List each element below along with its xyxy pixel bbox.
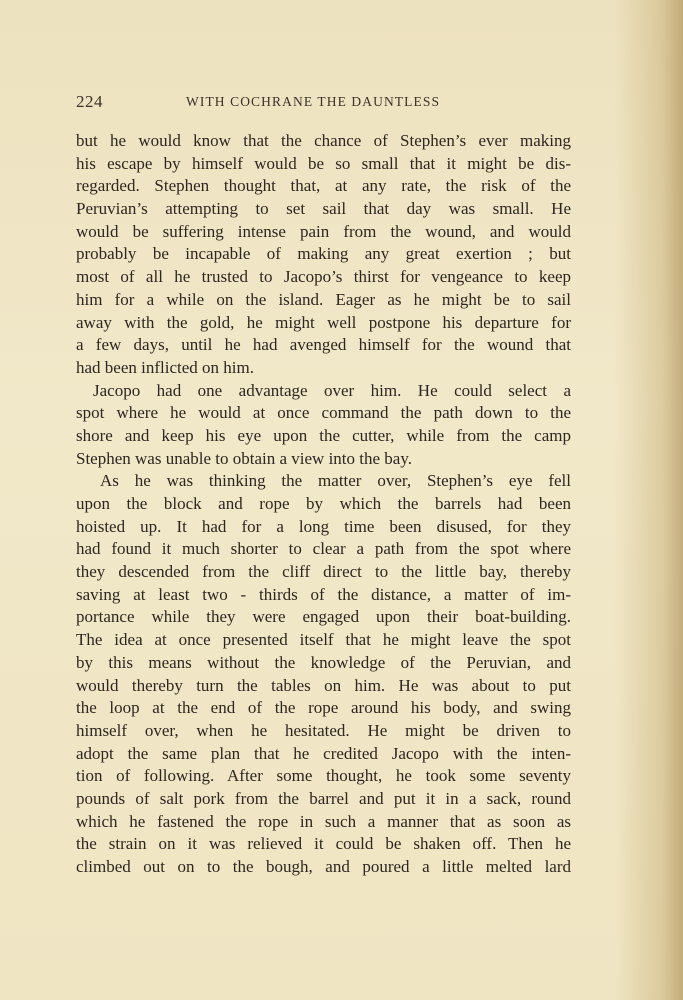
text-line: they descended from the cliff direct to the little bay, thereby: [76, 562, 571, 582]
running-head: WITH COCHRANE THE DAUNTLESS: [186, 94, 441, 109]
text-line: which he fastened the rope in such a manner that as soon as: [76, 811, 571, 831]
text-line: a few days, until he had avenged himself for the wound that: [76, 335, 571, 355]
text-line: would be suffering intense pain from the wound, and would: [76, 221, 571, 241]
text-line: tion of following. After some thought, he took some seventy: [76, 766, 571, 786]
paragraph-start-line: As he was thinking the matter over, Stephen’s eye fell: [100, 471, 571, 491]
paragraph-start-line: Jacopo had one advantage over him. He could select a: [93, 380, 571, 400]
text-line: adopt the same plan that he credited Jacopo with the inten-: [76, 743, 571, 763]
text-line: climbed out on to the bough, and poured a little melted lard: [76, 857, 571, 876]
page-header: [76, 92, 571, 116]
text-line: portance while they were engaged upon their boat-building.: [76, 607, 571, 627]
text-line: probably be incapable of making any great exertion ; but: [76, 244, 571, 264]
text-line: Stephen was unable to obtain a view into the bay.: [76, 448, 412, 468]
text-line: shore and keep his eye upon the cutter, while from the camp: [76, 425, 571, 445]
text-line: had found it much shorter to clear a path from the spot where: [76, 539, 571, 559]
text-line: The idea at once presented itself that he might leave the spot: [76, 630, 571, 650]
text-line: hoisted up. It had for a long time been disused, for they: [76, 516, 571, 536]
text-line: his escape by himself would be so small that it might be dis-: [76, 153, 571, 173]
text-line: spot where he would at once command the path down to the: [76, 403, 571, 423]
text-line: had been inflicted on him.: [76, 357, 254, 377]
text-line: saving at least two - thirds of the distance, a matter of im-: [76, 584, 571, 604]
text-line: by this means without the knowledge of the Peruvian, and: [76, 652, 571, 672]
text-line: himself over, when he hesitated. He might be driven to: [76, 720, 571, 740]
text-line: the loop at the end of the rope around his body, and swing: [76, 698, 571, 718]
page-number: 224: [76, 92, 103, 111]
text-line: him for a while on the island. Eager as he might be to sail: [76, 289, 571, 309]
body-text: [76, 130, 571, 879]
text-line: pounds of salt pork from the barrel and put it in a sack, round: [76, 788, 571, 808]
text-line: the strain on it was relieved it could be shaken off. Then he: [76, 834, 571, 854]
text-line: would thereby turn the tables on him. He was about to put: [76, 675, 571, 695]
text-line: but he would know that the chance of Stephen’s ever making: [76, 131, 571, 150]
text-line: upon the block and rope by which the barrels had been: [76, 494, 571, 513]
text-line: most of all he trusted to Jacopo’s thirst for vengeance to keep: [76, 267, 571, 287]
text-line: regarded. Stephen thought that, at any rate, the risk of the: [76, 176, 571, 196]
text-line: Peruvian’s attempting to set sail that day was small. He: [76, 199, 571, 219]
text-line: away with the gold, he might well postpone his departure for: [76, 312, 571, 332]
